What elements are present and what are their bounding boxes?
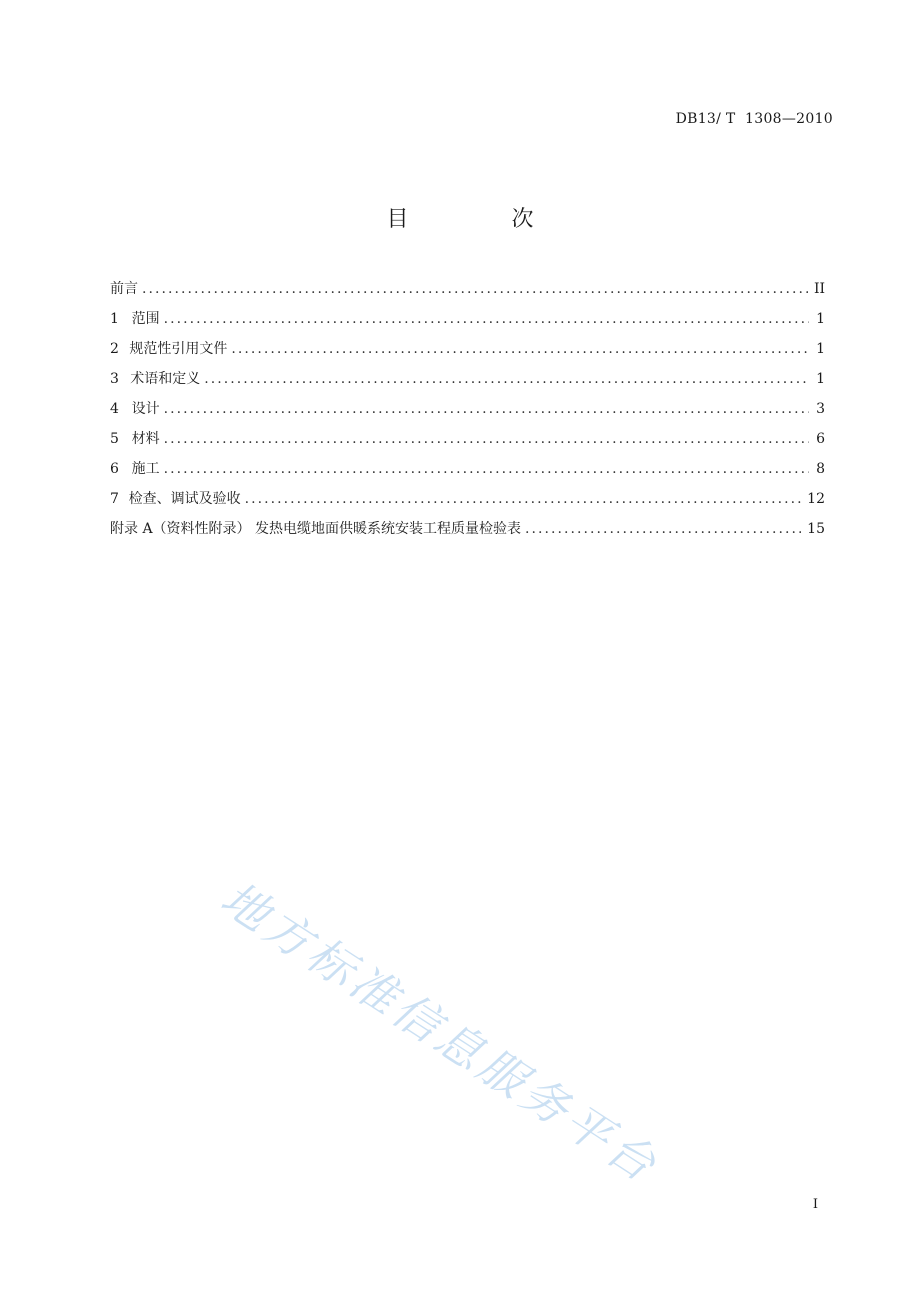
- toc-entry-page: 15: [807, 521, 825, 537]
- toc-entry-number: 4: [110, 401, 119, 417]
- toc-entry-number: 6: [110, 461, 119, 477]
- toc-entry-scope[interactable]: [110, 308, 825, 338]
- toc-entry-label: 前言: [110, 281, 138, 297]
- dot-leader: [245, 488, 802, 510]
- toc-entry-terms-definitions[interactable]: [110, 368, 825, 398]
- toc-entry-appendix-a[interactable]: [110, 518, 825, 548]
- toc-entry-label: 施工: [131, 461, 160, 477]
- watermark: 地方标准信息服务平台: [211, 870, 669, 1194]
- toc-entry-page: 1: [816, 371, 825, 387]
- toc-entry-inspection-acceptance[interactable]: [110, 488, 825, 518]
- toc-entry-label: 范围: [131, 311, 160, 327]
- dot-leader: [142, 278, 808, 300]
- dot-leader: [164, 308, 809, 330]
- table-of-contents: [110, 278, 825, 548]
- toc-entry-design[interactable]: [110, 398, 825, 428]
- dot-leader: [164, 428, 809, 450]
- toc-entry-page: II: [813, 281, 825, 297]
- toc-entry-page: 3: [816, 401, 825, 417]
- toc-entry-page: 8: [816, 461, 825, 477]
- toc-entry-number: 1: [110, 311, 119, 327]
- toc-entry-number: 3: [110, 371, 119, 387]
- page-number: I: [812, 1197, 818, 1212]
- toc-entry-page: 12: [807, 491, 825, 507]
- toc-entry-page: 1: [816, 311, 825, 327]
- dot-leader: [204, 368, 809, 390]
- dot-leader: [231, 338, 809, 360]
- toc-entry-label: 术语和定义: [130, 371, 201, 387]
- dot-leader: [525, 518, 801, 540]
- toc-entry-number: 5: [110, 431, 119, 447]
- page-title: 目 次: [386, 207, 582, 232]
- toc-entry-number: 2: [110, 341, 119, 357]
- dot-leader: [164, 458, 809, 480]
- toc-entry-label: 附录 A（资料性附录） 发热电缆地面供暖系统安装工程质量检验表: [110, 521, 522, 537]
- document-code: DB13/ T 1308—2010: [675, 111, 833, 127]
- toc-entry-normative-references[interactable]: [110, 338, 825, 368]
- toc-entry-label: 材料: [131, 431, 160, 447]
- toc-entry-materials[interactable]: [110, 428, 825, 458]
- toc-entry-construction[interactable]: [110, 458, 825, 488]
- toc-entry-page: 1: [816, 341, 825, 357]
- toc-entry-label: 检查、调试及验收: [128, 491, 241, 507]
- dot-leader: [164, 398, 809, 420]
- toc-entry-label: 规范性引用文件: [129, 341, 228, 357]
- toc-entry-page: 6: [816, 431, 825, 447]
- toc-entry-label: 设计: [131, 401, 160, 417]
- toc-entry-foreword[interactable]: [110, 278, 825, 308]
- toc-entry-number: 7: [110, 491, 119, 507]
